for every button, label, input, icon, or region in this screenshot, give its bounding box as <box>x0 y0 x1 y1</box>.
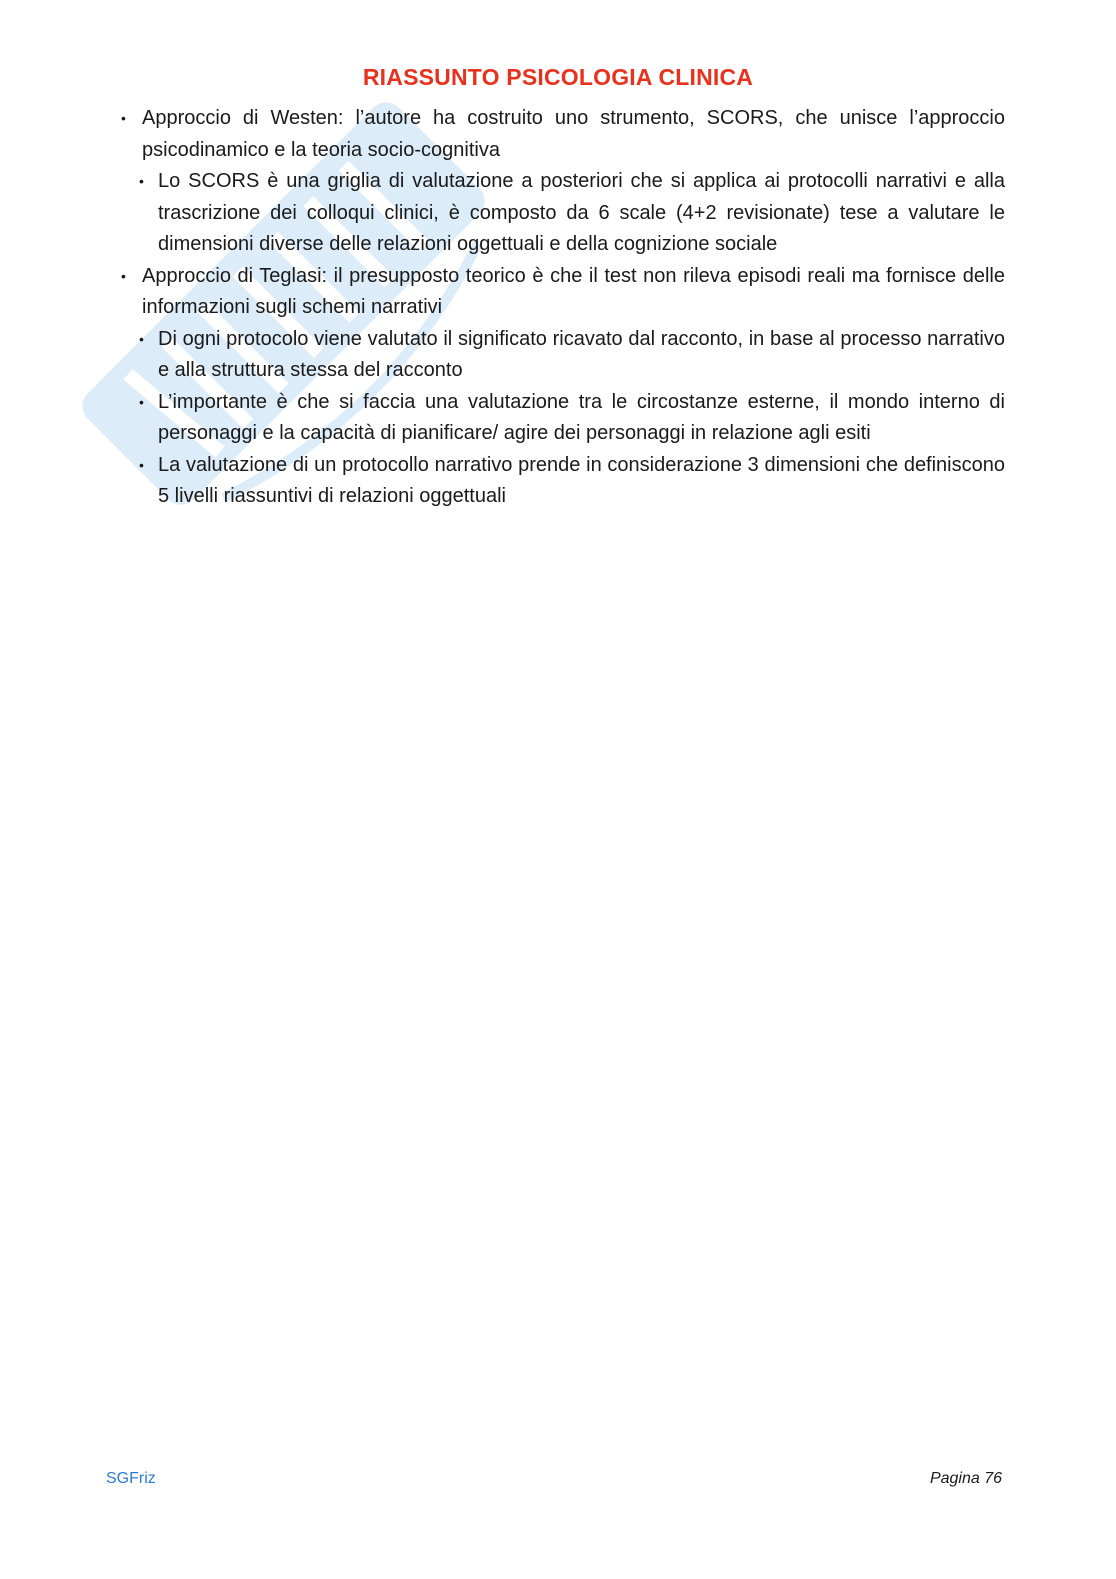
bullet-icon: • <box>139 456 144 473</box>
bullet-list <box>121 103 1005 513</box>
sub-list-item-text: Di ogni protocolo viene valutato il significato ricavato dal racconto, in base al processo narrativo e alla struttura stessa del racconto <box>158 327 1005 381</box>
bullet-icon: • <box>139 173 144 189</box>
list-item <box>121 261 1005 513</box>
sub-list-item <box>139 324 1005 387</box>
bullet-icon: • <box>139 393 144 410</box>
sub-bullet-list <box>139 166 1005 261</box>
list-item-text: Approccio di Teglasi: il presupposto teorico è che il test non rileva episodi reali ma fornisce delle informazioni sugli schemi narrativi <box>142 264 1005 318</box>
bullet-icon: • <box>121 110 126 126</box>
footer-author: SGFriz <box>106 1470 156 1487</box>
sub-list-item <box>139 387 1005 450</box>
bullet-icon: • <box>121 267 126 284</box>
sub-list-item-text: L’importante è che si faccia una valutazione tra le circostanze esterne, il mondo interno di personaggi e la capacità di pianificare/ agire dei personaggi in relazione agli esiti <box>158 390 1005 444</box>
sub-list-item-text: Lo SCORS è una griglia di valutazione a posteriori che si applica ai protocolli narrativi e alla trascrizione dei colloqui clinici, è composto da 6 scale (4+2 revisionate) tese a valutare le dimensioni diverse delle relazioni oggettuali e della cognizione sociale <box>158 170 1005 255</box>
list-item <box>121 103 1005 261</box>
sub-list-item <box>139 450 1005 513</box>
sub-bullet-list <box>139 324 1005 513</box>
list-item-text: Approccio di Westen: l’autore ha costruito uno strumento, SCORS, che unisce l’approccio psicodinamico e la teoria socio-cognitiva <box>142 107 1005 161</box>
bullet-icon: • <box>139 330 144 347</box>
sub-list-item-text: La valutazione di un protocollo narrativo prende in considerazione 3 dimensioni che definiscono 5 livelli riassuntivi di relazioni oggettuali <box>158 453 1005 507</box>
footer-page-number: Pagina 76 <box>929 1470 1002 1487</box>
page-title: RIASSUNTO PSICOLOGIA CLINICA <box>362 64 754 90</box>
document-body <box>121 103 1005 513</box>
sub-list-item <box>139 166 1005 261</box>
